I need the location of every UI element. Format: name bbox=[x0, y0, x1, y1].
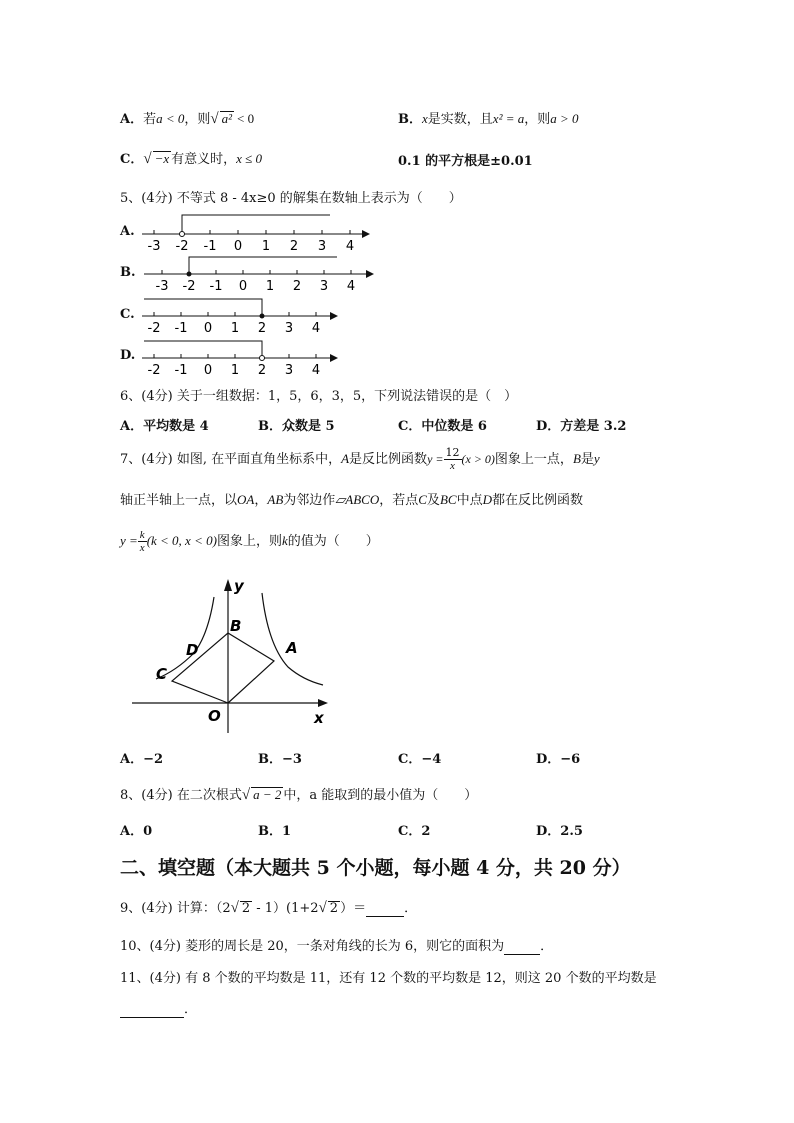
q4-option-c: C．√ −x 有意义时，x ≤ 0 bbox=[120, 151, 263, 167]
svg-text:3: 3 bbox=[284, 321, 294, 336]
svg-text:-1: -1 bbox=[174, 363, 188, 378]
q7-line-2: 轴正半轴上一点，以OA，AB为邻边作▱ABCO，若点C及BC中点D都在反比例函数 bbox=[120, 492, 583, 508]
svg-text:y: y bbox=[234, 577, 244, 595]
svg-text:3: 3 bbox=[284, 363, 294, 378]
q7-option-d: D．−6 bbox=[536, 752, 581, 767]
svg-text:-2: -2 bbox=[175, 239, 189, 254]
q8-option-d: D．2.5 bbox=[536, 824, 583, 839]
option-letter: A． bbox=[120, 112, 144, 127]
q4-option-b: B．x是实数，且x² = a，则a > 0 bbox=[398, 111, 579, 127]
svg-text:-2: -2 bbox=[147, 363, 161, 378]
svg-text:0: 0 bbox=[203, 363, 213, 378]
q5-stem: 5、(4分) 不等式 8 - 4x≥0 的解集在数轴上表示为（ ） bbox=[120, 191, 462, 206]
q7-option-b: B．−3 bbox=[258, 752, 302, 767]
q7-option-c: C．−4 bbox=[398, 752, 442, 767]
svg-text:3: 3 bbox=[317, 239, 327, 254]
q6-option-b: B．众数是 5 bbox=[258, 419, 335, 434]
svg-text:0: 0 bbox=[238, 279, 248, 294]
q7-line-1: 7、(4分) 如图, 在平面直角坐标系中，A是反比例函数y = $\frac{12}{x}$ (x > 0)图象上一点，B是y bbox=[120, 445, 600, 472]
svg-text:4: 4 bbox=[311, 363, 321, 378]
q8-option-b: B．1 bbox=[258, 824, 292, 839]
svg-text:1: 1 bbox=[230, 321, 240, 336]
svg-text:-1: -1 bbox=[174, 321, 188, 336]
svg-text:0: 0 bbox=[203, 321, 213, 336]
q11-answer: ． bbox=[120, 998, 197, 1018]
svg-text:-2: -2 bbox=[147, 321, 161, 336]
q6-option-d: D．方差是 3.2 bbox=[536, 419, 627, 434]
svg-text:-2: -2 bbox=[182, 279, 196, 294]
svg-text:1: 1 bbox=[261, 239, 271, 254]
svg-text:4: 4 bbox=[346, 279, 356, 294]
svg-text:A: A bbox=[286, 639, 298, 657]
svg-text:2: 2 bbox=[257, 363, 267, 378]
q8-stem: 8、(4分) 在二次根式√ a − 2 中，a 能取到的最小值为（ ） bbox=[120, 787, 478, 803]
number-line-b bbox=[142, 254, 374, 296]
answer-blank[interactable] bbox=[504, 939, 540, 955]
svg-text:1: 1 bbox=[265, 279, 275, 294]
q5-option-c-letter: C. bbox=[120, 307, 135, 322]
q7-graph bbox=[128, 575, 338, 735]
svg-text:1: 1 bbox=[230, 363, 240, 378]
svg-text:B: B bbox=[230, 617, 242, 635]
closed-point bbox=[187, 272, 192, 277]
q4-option-a: A．若a < 0，则√ a² < 0 bbox=[120, 111, 255, 127]
q6-option-c: C．中位数是 6 bbox=[398, 419, 487, 434]
answer-blank[interactable] bbox=[120, 1002, 184, 1018]
q4-option-d: 0.1 的平方根是±0.01 bbox=[398, 154, 533, 169]
q5-option-d-letter: D. bbox=[120, 348, 136, 363]
q5-option-a-letter: A. bbox=[120, 224, 135, 239]
svg-text:2: 2 bbox=[257, 321, 267, 336]
svg-text:C: C bbox=[156, 665, 168, 683]
svg-text:-3: -3 bbox=[147, 239, 161, 254]
svg-text:3: 3 bbox=[319, 279, 329, 294]
q6-stem: 6、(4分) 关于一组数据：1，5，6，3，5，下列说法错误的是（ ） bbox=[120, 389, 518, 404]
number-line-d bbox=[140, 338, 338, 378]
q7-option-a: A．−2 bbox=[120, 752, 164, 767]
svg-text:-3: -3 bbox=[155, 279, 169, 294]
svg-text:4: 4 bbox=[345, 239, 355, 254]
svg-text:O: O bbox=[208, 707, 221, 725]
q10: 10、(4分) 菱形的周长是 20，一条对角线的长为 6，则它的面积为 ． bbox=[120, 939, 554, 954]
svg-text:D: D bbox=[186, 641, 199, 659]
q11: 11、(4分) 有 8 个数的平均数是 11，还有 12 个数的平均数是 12，则这 20 个数的平均数是 bbox=[120, 971, 657, 986]
number-line-c bbox=[140, 296, 338, 338]
open-point bbox=[180, 232, 185, 237]
svg-text:-1: -1 bbox=[209, 279, 223, 294]
svg-text:2: 2 bbox=[292, 279, 302, 294]
section-title: 二、填空题（本大题共 5 个小题，每小题 4 分，共 20 分） bbox=[120, 857, 631, 879]
open-point bbox=[260, 356, 265, 361]
q5-option-b-letter: B. bbox=[120, 265, 136, 280]
q6-option-a: A．平均数是 4 bbox=[120, 419, 209, 434]
answer-blank[interactable] bbox=[366, 901, 404, 917]
svg-text:2: 2 bbox=[289, 239, 299, 254]
number-line-a bbox=[140, 212, 370, 254]
svg-text:x: x bbox=[314, 709, 324, 727]
q8-option-c: C．2 bbox=[398, 824, 431, 839]
q8-option-a: A．0 bbox=[120, 824, 153, 839]
closed-point bbox=[260, 314, 265, 319]
svg-text:0: 0 bbox=[233, 239, 243, 254]
svg-text:-1: -1 bbox=[203, 239, 217, 254]
q7-line-3: y = $\frac{k}{x}$ (k < 0, x < 0)图象上，则k的值为（ ） bbox=[120, 528, 379, 554]
q9: 9、(4分) 计算：（2√ 2 - 1）(1+2√ 2 ）＝ ． bbox=[120, 900, 418, 916]
svg-text:4: 4 bbox=[311, 321, 321, 336]
